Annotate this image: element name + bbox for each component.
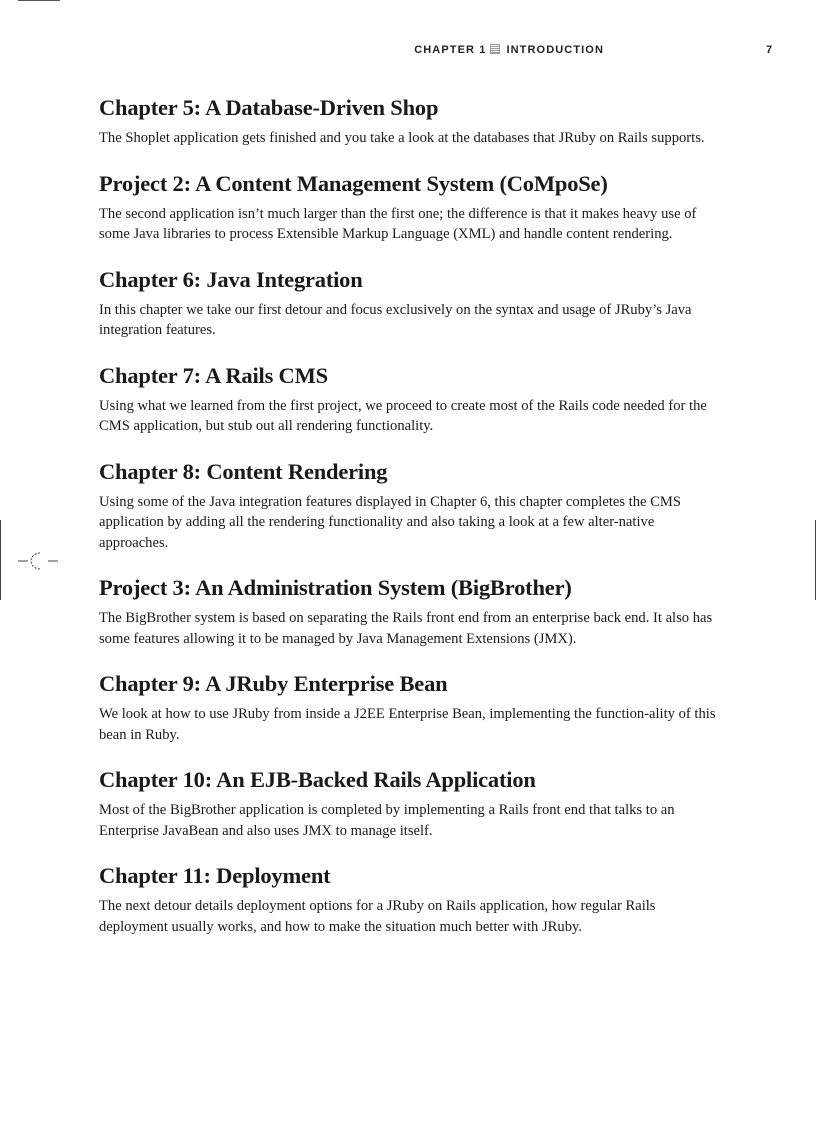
section-label: INTRODUCTION: [506, 44, 604, 56]
section-heading: Chapter 7: A Rails CMS: [99, 362, 328, 388]
section-heading: Chapter 6: Java Integration: [99, 266, 363, 292]
section-body: Using what we learned from the first project, we proceed to create most of the Rails code needed for the CMS application, but stub out all rendering functionality.: [99, 397, 707, 434]
section-heading: Chapter 10: An EJB-Backed Rails Application: [99, 767, 536, 792]
registration-mark-icon: [18, 551, 62, 575]
margin-mark-left: [0, 520, 1, 600]
section-body: Most of the BigBrother application is completed by implementing a Rails front end that talks to an Enterprise JavaBean and also uses JMX to manage itself.: [99, 802, 675, 839]
section-heading: Project 2: A Content Management System (CoMpoSe): [99, 170, 608, 196]
section-chapter-10: [99, 764, 721, 841]
section-chapter-6: [99, 264, 721, 341]
section-heading: Chapter 5: A Database-Driven Shop: [99, 95, 439, 120]
page-number: 7: [766, 44, 774, 56]
crop-mark-top: [18, 0, 60, 1]
section-body: We look at how to use JRuby from inside a J2EE Enterprise Bean, implementing the function-ality of this bean in Ruby.: [99, 706, 716, 743]
section-heading: Chapter 11: Deployment: [99, 863, 331, 888]
section-chapter-11: [99, 860, 721, 937]
section-body: Using some of the Java integration features displayed in Chapter 6, this chapter completes the CMS application by adding all the rendering functionality and also taking a look at a few alter-native approaches.: [99, 493, 681, 551]
page-body: [99, 92, 721, 956]
running-head: [0, 44, 816, 60]
section-body: The second application isn’t much larger than the first one; the difference is that it makes heavy use of some Java libraries to process Extensible Markup Language (XML) and handle content rendering.: [99, 205, 697, 242]
section-body: In this chapter we take our first detour and focus exclusively on the syntax and usage of JRuby’s Java integration features.: [99, 301, 692, 338]
section-chapter-8: [99, 456, 721, 554]
section-chapter-9: [99, 668, 721, 745]
section-heading: Project 3: An Administration System (BigBrother): [99, 575, 572, 600]
section-chapter-7: [99, 360, 721, 437]
running-head-chapter: [414, 44, 604, 56]
section-project-2: [99, 168, 721, 245]
section-body: The Shoplet application gets finished and you take a look at the databases that JRuby on Rails supports.: [99, 130, 705, 146]
section-body: The next detour details deployment options for a JRuby on Rails application, how regular Rails deployment usually works, and how to make the situation much better with JRuby.: [99, 898, 656, 935]
section-body: The BigBrother system is based on separating the Rails front end from an enterprise back end. It also has some features allowing it to be managed by Java Management Extensions (JMX).: [99, 610, 713, 647]
section-heading: Chapter 8: Content Rendering: [99, 458, 388, 484]
section-project-3: [99, 572, 721, 649]
section-chapter-5: [99, 92, 721, 149]
section-heading: Chapter 9: A JRuby Enterprise Bean: [99, 671, 448, 696]
chapter-label: CHAPTER 1: [414, 44, 487, 56]
separator-icon: [490, 44, 500, 54]
